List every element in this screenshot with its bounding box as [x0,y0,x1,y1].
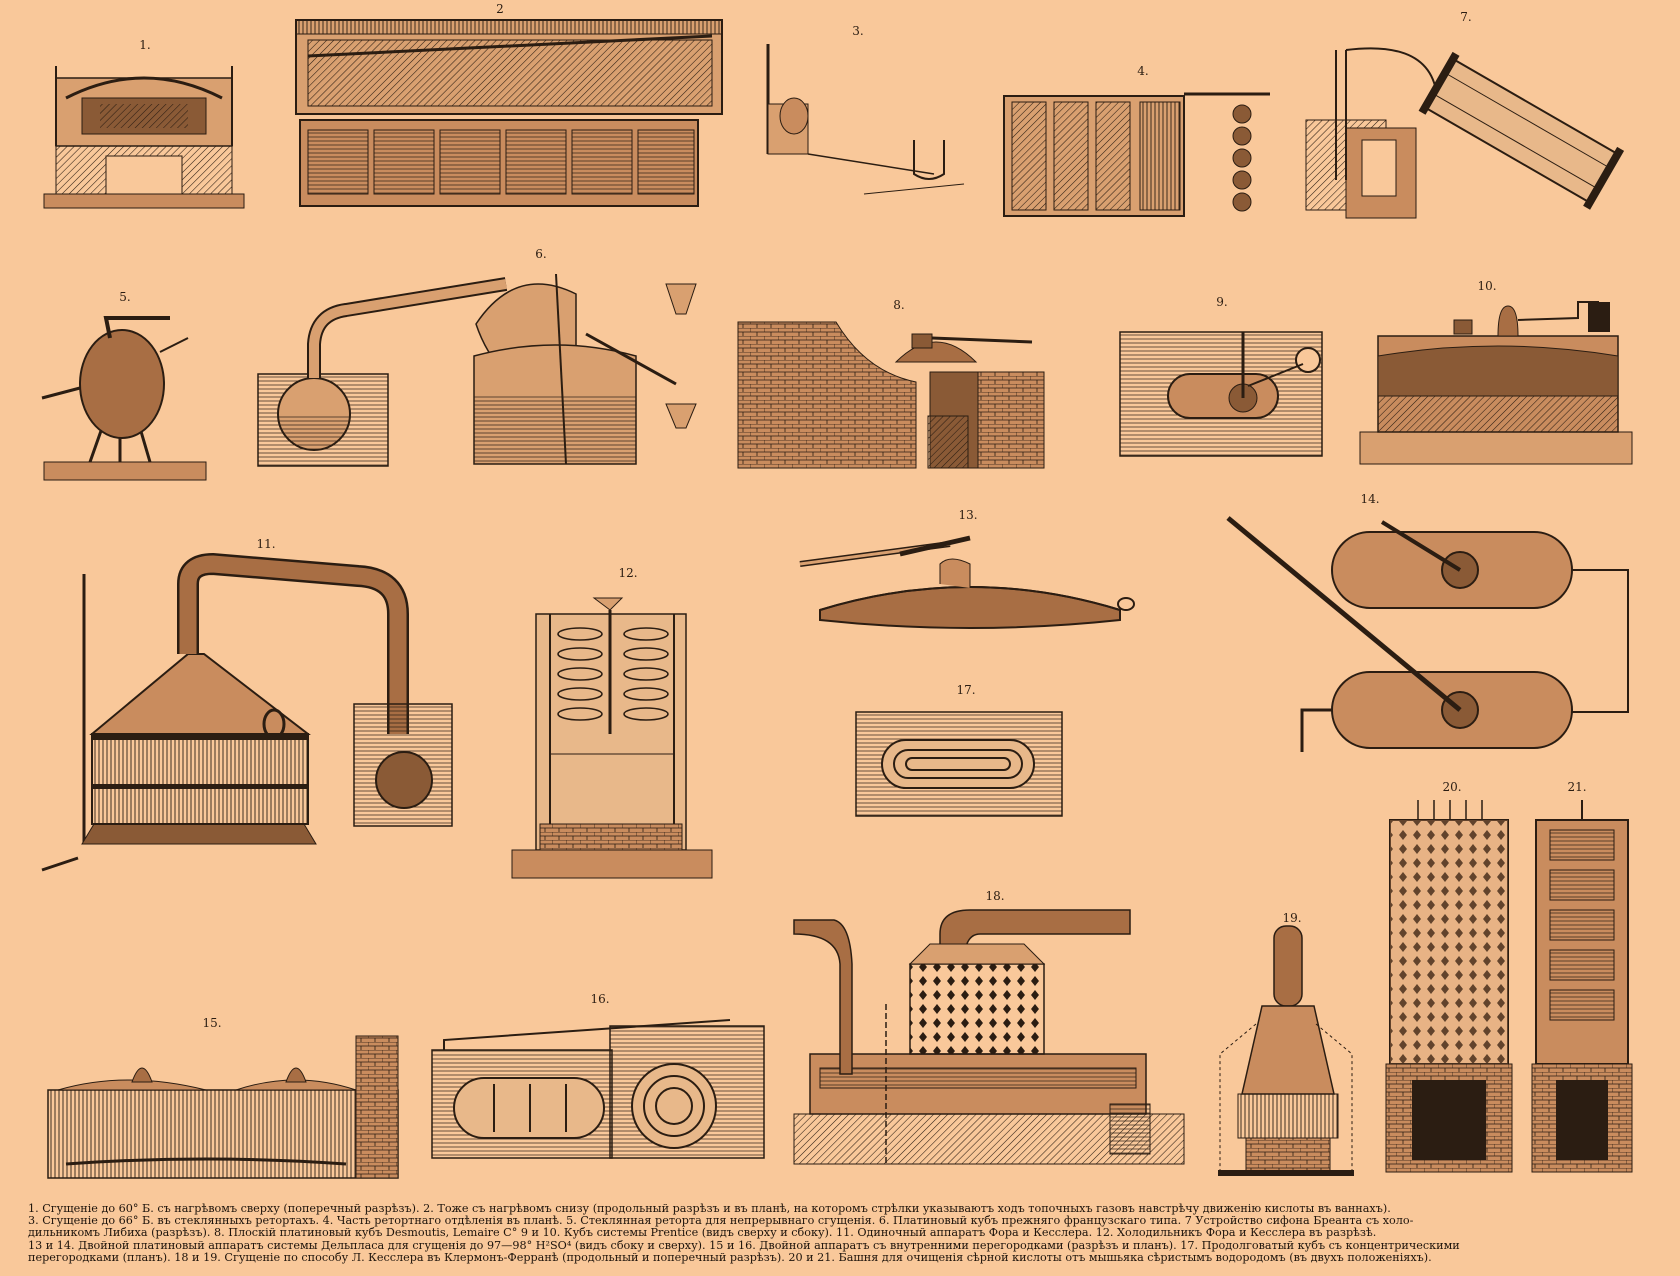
figure-21-illustration [1528,800,1636,1176]
figure-12-illustration [510,584,714,880]
figure-3-illustration [764,44,974,214]
figure-13-illustration [780,524,1134,632]
figure-4-illustration [1002,84,1272,218]
caption-line: дильникомъ Либиха (разрѣзъ). 8. Плоскій платиновый кубъ Desmoutis, Lemaire C° 9 и 10. Кубъ системы Prentice (видъ сверху и сбоку). 11. Одиночный аппаратъ Фора и Кесслера. 12. Холодильникъ Фора и Кесслера въ разрѣзѣ. [28,1227,1377,1240]
figure-10-illustration [1358,296,1634,466]
figure-5-illustration [40,308,210,482]
figure-6-illustration [256,264,702,468]
figure-18-number: 18. [985,889,1005,903]
figure-9-number: 9. [1216,295,1228,309]
figure-4-number: 4. [1137,64,1149,78]
figure-15-illustration [46,1034,400,1180]
figure-19-number: 19. [1282,911,1302,925]
figure-10-number: 10. [1477,279,1497,293]
figure-8-number: 8. [893,298,905,312]
figure-1-illustration [42,58,246,210]
figure-16-number: 16. [590,992,610,1006]
figure-11-illustration [38,554,458,880]
figure-9-illustration [1118,330,1324,458]
figure-1-number: 1. [139,38,151,52]
figure-3-number: 3. [852,24,864,38]
figure-20-number: 20. [1442,780,1462,794]
figure-6-number: 6. [535,247,547,261]
figure-5-number: 5. [119,290,131,304]
figure-7-number: 7. [1460,10,1472,24]
figure-12-number: 12. [618,566,638,580]
figure-2-illustration [294,16,726,210]
figure-15-number: 15. [202,1016,222,1030]
caption-line: перегородками (планъ). 18 и 19. Сгущеніе по способу Л. Кесслера въ Клермонъ-Ферранѣ (продольный и поперечный разрѣзъ). 20 и 21. Башня для очищенія сѣрной кислоты отъ мышьяка сѣристымъ водородомъ (въ двухъ положеніяхъ). [28,1251,1432,1264]
figure-7-illustration [1306,30,1642,220]
figure-2-number: 2 [496,2,504,16]
figure-17-number: 17. [956,683,976,697]
figure-14-illustration [1222,512,1642,762]
figure-11-number: 11. [256,537,276,551]
figure-16-illustration [430,1010,766,1160]
figure-17-illustration [854,710,1064,818]
caption-line: 1. Сгущеніе до 60° Б. съ нагрѣвомъ сверху (поперечный разрѣзъ). 2. Тоже съ нагрѣвомъ снизу (продольный разрѣзъ и въ планѣ, на которомъ стрѣлки указываютъ ходъ топочныхъ газовъ навстрѣчу движенію кислоты въ ваннахъ). [28,1203,1391,1215]
figure-14-number: 14. [1360,492,1380,506]
caption-line: 13 и 14. Двойной платиновый аппаратъ системы Дельпласа для сгущенія до 97—98° H²SO⁴ (видъ сбоку и сверху). 15 и 16. Двойной аппаратъ съ внутренними перегородками (разрѣзъ и планъ). 17. Продолговатый кубъ съ концентрическими [28,1239,1460,1252]
figure-21-number: 21. [1567,780,1587,794]
figure-19-illustration [1216,924,1356,1176]
figure-13-number: 13. [958,508,978,522]
figure-18-illustration [790,904,1184,1166]
figure-20-illustration [1382,800,1516,1176]
plate-caption [28,1203,1650,1264]
caption-line: 3. Сгущеніе до 66° Б. въ стеклянныхъ ретортахъ. 4. Часть ретортнаго отдѣленія въ планѣ. 5. Стеклянная реторта для непрерывнаго сгущенія. 6. Платиновый кубъ прежняго французскаго типа. 7 Устройство сифона Бреанта съ холо- [28,1215,1414,1228]
figure-8-illustration [736,312,1048,470]
